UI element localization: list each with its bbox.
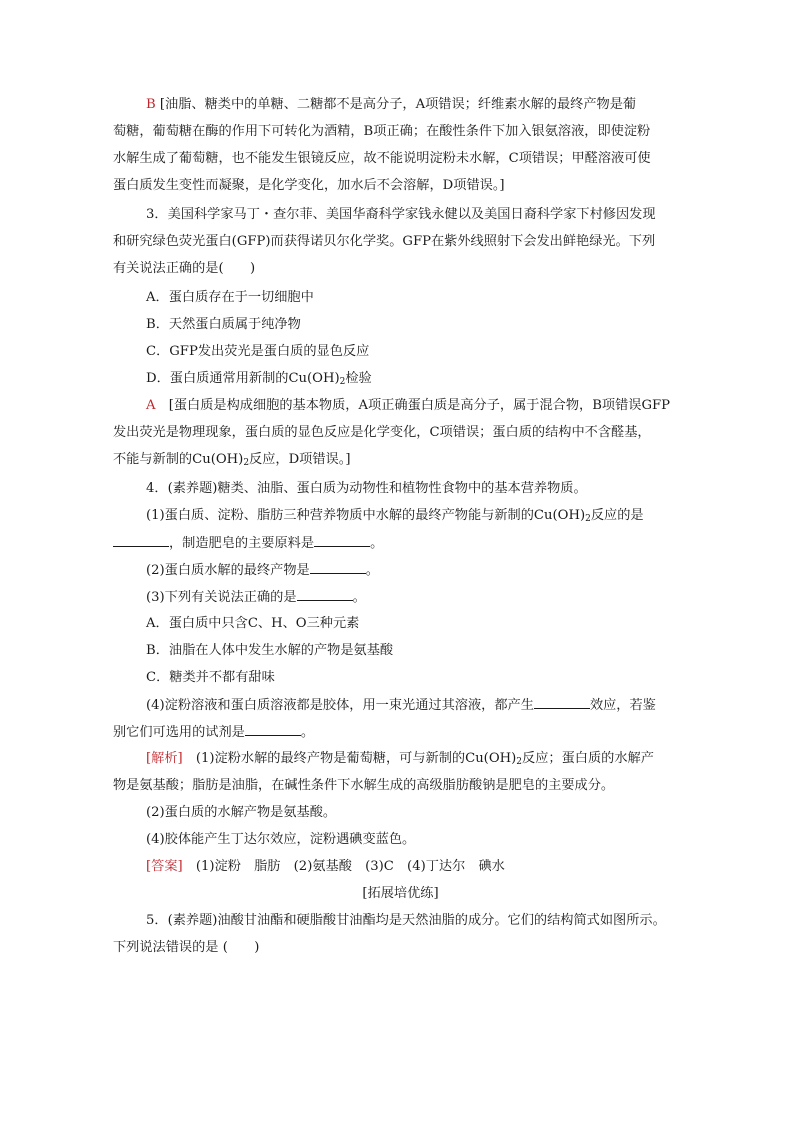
section-title: [拓展培优练] [362, 886, 439, 901]
q4-answer-line: [答案] (1)淀粉 脂肪 (2)氨基酸 (3)C (4)丁达尔 碘水 [146, 859, 505, 874]
q4-option-a: A．蛋白质中只含C、H、O三种元素 [146, 616, 360, 631]
q4-part-4-line-2: 别它们可选用的试剂是 。 [113, 725, 315, 740]
q3-option-d: D．蛋白质通常用新制的$Cu(OH)_2$检验 [146, 371, 372, 387]
answer-letter: B [146, 97, 156, 112]
q2-answer-line-3: 水解生成了葡萄糖，也不能发生银镜反应，故不能说明淀粉未水解，C项错误；甲醛溶液可使 [113, 151, 651, 166]
q4-part-2: (2)蛋白质水解的最终产物是 。 [146, 563, 379, 578]
q4-analysis-line-1: [解析] (1)淀粉水解的最终产物是葡萄糖，可与新制的$Cu(OH)_2$反应；蛋白质的水解产 [146, 751, 654, 767]
q2-answer-line-4: 蛋白质发生变性而凝聚，是化学变化，加水后不会溶解，D项错误。] [113, 178, 505, 193]
q3-answer-line-1: A [蛋白质是构成细胞的基本物质，A项正确蛋白质是高分子，属于混合物，B项错误GFP [146, 398, 671, 413]
q4-analysis-line-4: (4)胶体能产生丁达尔效应，淀粉遇碘变蓝色。 [146, 832, 416, 847]
q2-answer-line-2: 萄糖，葡萄糖在酶的作用下可转化为酒精，B项正确；在酸性条件下加入银氨溶液，即使淀粉 [113, 124, 651, 139]
q4-part-1-line-2: ，制造肥皂的主要原料是 。 [113, 534, 688, 553]
fill-blank [314, 534, 370, 547]
fill-blank [113, 534, 169, 547]
q4-analysis-line-3: (2)蛋白质的水解产物是氨基酸。 [146, 805, 337, 820]
q4-part-4-line-1: (4)淀粉溶液和蛋白质溶液都是胶体，用一束光通过其溶液，都产生 效应，若鉴 [146, 698, 656, 713]
q3-option-a: A．蛋白质存在于一切细胞中 [146, 290, 314, 305]
fill-blank [245, 723, 301, 736]
fill-blank [297, 588, 353, 601]
q4-option-c: C．糖类并不都有甜味 [146, 670, 275, 685]
q3-option-b: B．天然蛋白质属于纯净物 [146, 317, 301, 332]
q3-stem-line-2: 和研究绿色荧光蛋白(GFP)而获得诺贝尔化学奖。GFP在紫外线照射下会发出鲜艳绿光。下列 [113, 234, 656, 249]
fill-blank [534, 696, 590, 709]
answer-letter: A [146, 398, 156, 413]
q3-stem-line-3: 有关说法正确的是( ) [113, 261, 256, 276]
q4-stem: 4．(素养题)糖类、油脂、蛋白质为动物性和植物性食物中的基本营养物质。 [146, 481, 587, 496]
q4-part-3: (3)下列有关说法正确的是 。 [146, 590, 366, 605]
q3-answer-line-2: 发出荧光是物理现象，蛋白质的显色反应是化学变化，C项错误；蛋白质的结构中不含醛基， [113, 425, 651, 440]
q4-analysis-line-2: 物是氨基酸；脂肪是油脂，在碱性条件下水解生成的高级脂肪酸钠是肥皂的主要成分。 [113, 778, 615, 793]
q2-answer-line-1: B [油脂、糖类中的单糖、二糖都不是高分子，A项错误；纤维素水解的最终产物是葡 [146, 97, 637, 112]
fill-blank [310, 561, 366, 574]
q4-part-1-line-1: (1)蛋白质、淀粉、脂肪三种营养物质中水解的最终产物能与新制的$Cu(OH)_2$反应的是 [146, 508, 644, 524]
q4-option-b: B．油脂在人体中发生水解的产物是氨基酸 [146, 643, 394, 658]
q3-stem-line-1: 3．美国科学家马丁・查尔菲、美国华裔科学家钱永健以及美国日裔科学家下村修因发现 [146, 207, 656, 222]
q5-stem-line-2: 下列说法错误的是 ( ) [113, 940, 260, 955]
answer-tag: [答案] [146, 859, 183, 874]
q3-option-c: C．GFP发出荧光是蛋白质的显色反应 [146, 344, 370, 359]
analysis-tag: [解析] [146, 751, 183, 766]
q5-stem-line-1: 5．(素养题)油酸甘油酯和硬脂酸甘油酯均是天然油脂的成分。它们的结构简式如图所示。 [146, 913, 666, 928]
q3-answer-line-3: 不能与新制的$Cu(OH)_2$反应，D项错误。] [113, 452, 351, 468]
